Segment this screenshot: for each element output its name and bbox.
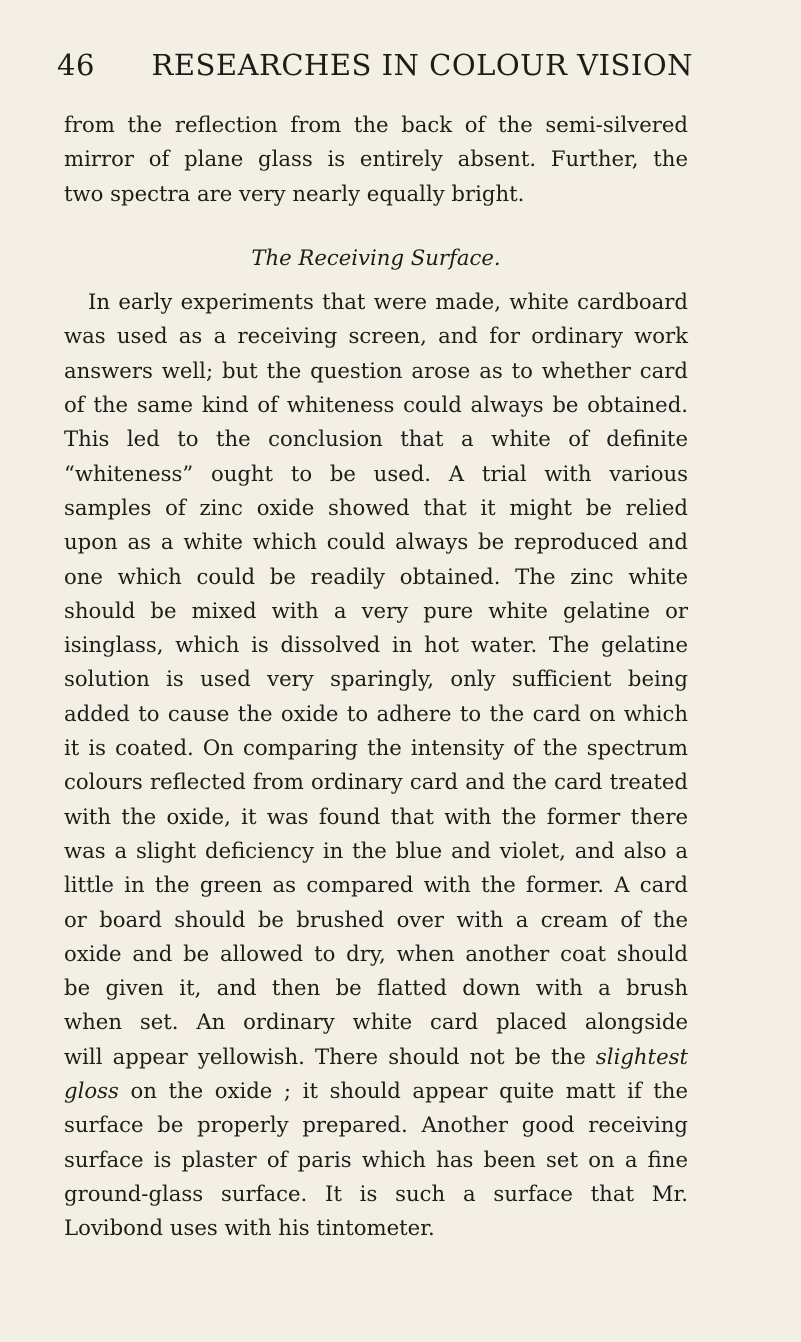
text-line: little in the green as compared with the former. A card — [64, 872, 688, 898]
text-line: with the oxide, it was found that with the former there — [64, 803, 688, 829]
page-number: 46 — [57, 48, 95, 82]
text-line: isinglass, which is dissolved in hot water. The gelatine — [64, 632, 688, 658]
text-line: answers well; but the question arose as to whether card — [64, 357, 688, 383]
text-line: surface be properly prepared. Another good receiving — [64, 1112, 688, 1138]
text-line: mirror of plane glass is entirely absent. Further, the — [64, 146, 688, 172]
text-line: from the reflection from the back of the semi-silvered — [64, 112, 688, 137]
text-line — [64, 1074, 688, 1108]
text-line: was used as a receiving screen, and for ordinary work — [64, 323, 688, 349]
text-line: of the same kind of whiteness could always be obtained. — [64, 392, 688, 418]
text-line: samples of zinc oxide showed that it might be relied — [64, 494, 688, 520]
text-line: when set. An ordinary white card placed alongside — [64, 1009, 688, 1035]
text-line: added to cause the oxide to adhere to the card on which — [64, 700, 688, 726]
text-line: oxide and be allowed to dry, when another coat should — [64, 940, 688, 966]
text-line — [64, 1040, 688, 1074]
text-line: one which could be readily obtained. The zinc white — [64, 563, 688, 589]
text-segment: will appear yellowish. There should not be the — [64, 1043, 596, 1069]
text-line: or board should be brushed over with a cream of the — [64, 906, 688, 932]
text-line: Lovibond uses with his tintometer. — [64, 1215, 435, 1241]
text-line: “whiteness” ought to be used. A trial with various — [64, 460, 688, 486]
text-line: should be mixed with a very pure white gelatine or — [64, 597, 688, 623]
section-heading: The Receiving Surface. — [251, 244, 501, 270]
text-line: solution is used very sparingly, only sufficient being — [64, 666, 688, 692]
text-line: two spectra are very nearly equally bright. — [64, 180, 525, 206]
text-line: ground-glass surface. It is such a surface that Mr. — [64, 1180, 688, 1206]
text-line: it is coated. On comparing the intensity of the spectrum — [64, 735, 688, 761]
text-line: be given it, and then be flatted down with a brush — [64, 975, 688, 1001]
text-line: This led to the conclusion that a white of definite — [64, 426, 688, 452]
text-line: In early experiments that were made, white cardboard — [88, 289, 688, 315]
emphasis: slightest — [595, 1043, 688, 1069]
text-segment: on the oxide ; it should appear quite matt if the — [118, 1078, 688, 1104]
text-line: surface is plaster of paris which has been set on a fine — [64, 1146, 688, 1172]
body-text — [64, 108, 688, 1246]
text-line: was a slight deficiency in the blue and violet, and also a — [64, 837, 688, 863]
text-line: upon as a white which could always be reproduced and — [64, 529, 688, 555]
text-line: colours reflected from ordinary card and the card treated — [64, 769, 688, 795]
emphasis: gloss — [64, 1078, 119, 1104]
running-title: RESEARCHES IN COLOUR VISION — [151, 48, 693, 82]
page-header — [57, 44, 693, 86]
